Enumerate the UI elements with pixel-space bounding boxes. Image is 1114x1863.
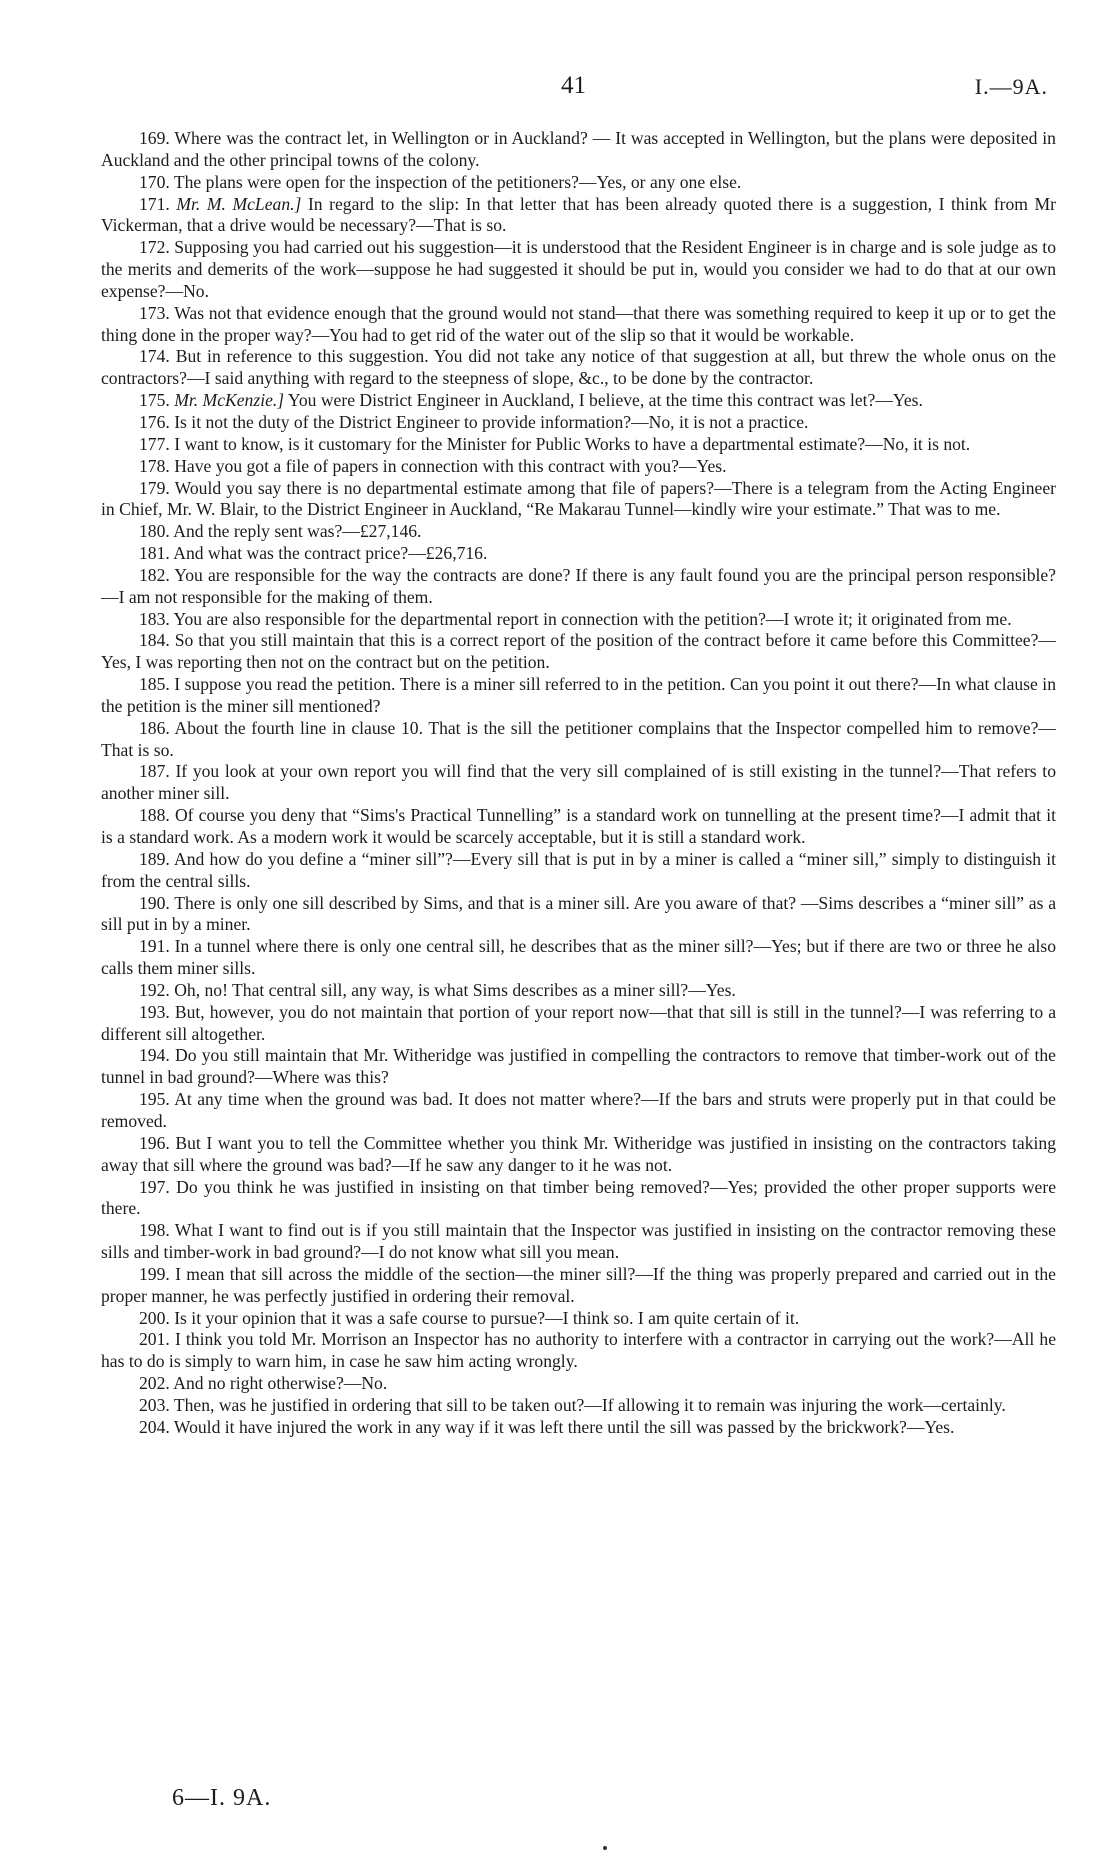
question-number: 204. xyxy=(139,1416,170,1437)
question-text: Then, was he justified in ordering that sill to be taken out?—If allowing it to remain was injuring the work—certainly. xyxy=(173,1394,1006,1415)
question-text: And no right otherwise?—No. xyxy=(173,1373,388,1394)
question-text: Would you say there is no departmental estimate among that file of papers?—There is a telegram from the Acting Engineer in Chief, Mr. W. Blair, to the District Engineer in Auckland, “Re Makarau Tunnel—kindly wire your estimate.” That was to me. xyxy=(101,477,1056,520)
question-text: I want to know, is it customary for the Minister for Public Works to have a departmental estimate?—No, it is not. xyxy=(174,433,971,454)
question-number: 182. xyxy=(139,564,170,585)
question-number: 175. xyxy=(139,390,170,411)
question-text: Do you still maintain that Mr. Witheridge was justified in compelling the contractors to remove that timber-work out of the tunnel in bad ground?—Where was this? xyxy=(101,1045,1056,1088)
question-paragraph xyxy=(101,1308,1056,1330)
question-text: At any time when the ground was bad. It does not matter where?—If the bars and struts were properly put in that could be removed. xyxy=(101,1089,1056,1131)
question-paragraph xyxy=(101,390,1056,412)
question-paragraph xyxy=(101,194,1056,238)
paper-reference: I.—9A. xyxy=(974,74,1048,99)
question-paragraph xyxy=(101,1264,1056,1308)
question-number: 202. xyxy=(139,1373,170,1394)
question-number: 185. xyxy=(139,674,170,695)
question-paragraph xyxy=(101,1002,1056,1046)
question-paragraph xyxy=(101,805,1056,849)
question-number: 170. xyxy=(139,171,170,192)
printer-signature: 6—I. 9A. xyxy=(172,1785,272,1811)
question-text: In a tunnel where there is only one central sill, he describes that as the miner sill?—Yes; but if there are two or three he also calls them miner sills. xyxy=(101,936,1056,979)
question-paragraph xyxy=(101,172,1056,194)
question-paragraph xyxy=(101,478,1056,522)
question-number: 186. xyxy=(139,717,170,738)
question-text: You are responsible for the way the contracts are done? If there is any fault found you are the principal person responsible?—I am not responsible for the making of them. xyxy=(101,564,1056,607)
question-number: 173. xyxy=(139,302,170,323)
question-text: I mean that sill across the middle of the section—the miner sill?—If the thing was properly prepared and carried out in the proper manner, he was perfectly justified in ordering their removal. xyxy=(101,1263,1056,1306)
question-paragraph xyxy=(101,1373,1056,1395)
question-text: So that you still maintain that this is a correct report of the position of the contract before it came before this Committee?—Yes, I was reporting then not on the contract but on the petition. xyxy=(101,630,1057,673)
question-paragraph xyxy=(101,456,1056,478)
question-number: 178. xyxy=(139,455,170,476)
question-paragraph xyxy=(101,543,1056,565)
question-paragraph xyxy=(101,630,1056,674)
question-paragraph xyxy=(101,936,1056,980)
question-text: I think you told Mr. Morrison an Inspector has no authority to interfere with a contractor in carrying out the work?—All he has to do is simply to warn him, in case he saw him acting wrongly. xyxy=(101,1329,1056,1372)
question-paragraph xyxy=(101,1089,1056,1133)
question-text: But, however, you do not maintain that portion of your report now—that that sill is still in the tunnel?—I was referring to a different sill altogether. xyxy=(101,1001,1057,1044)
question-number: 192. xyxy=(139,979,170,1000)
question-text: Do you think he was justified in insisting on that timber being removed?—Yes; provided the other proper supports were there. xyxy=(101,1176,1057,1219)
question-text: But I want you to tell the Committee whether you think Mr. Witheridge was justified in insisting on the contractors taking away that sill where the ground was bad?—If he saw any danger to it he was not. xyxy=(101,1132,1056,1175)
question-text: Oh, no! That central sill, any way, is what Sims describes as a miner sill?—Yes. xyxy=(174,979,736,1000)
question-number: 176. xyxy=(139,411,170,432)
question-paragraph xyxy=(101,434,1056,456)
question-paragraph xyxy=(101,237,1056,303)
question-text: What I want to find out is if you still maintain that the Inspector was justified in insisting on the contractor removing these sills and timber-work in bad ground?—I do not know what sill you mean. xyxy=(101,1220,1056,1263)
speaker-name: Mr. M. McLean.] xyxy=(176,193,302,214)
question-paragraph xyxy=(101,1329,1056,1373)
question-number: 187. xyxy=(139,761,170,782)
question-text: Is it your opinion that it was a safe course to pursue?—I think so. I am quite certain of it. xyxy=(174,1307,800,1328)
question-paragraph xyxy=(101,1177,1056,1221)
question-text: I suppose you read the petition. There is a miner sill referred to in the petition. Can you point it out there?—In what clause in the petition is the miner sill mentioned? xyxy=(101,674,1056,716)
question-text: Would it have injured the work in any way if it was left there until the sill was passed by the brickwork?—Yes. xyxy=(173,1416,955,1437)
question-paragraph xyxy=(101,128,1056,172)
question-number: 189. xyxy=(139,848,170,869)
question-paragraph xyxy=(101,303,1056,347)
question-text: Supposing you had carried out his suggestion—it is understood that the Resident Engineer is in charge and is sole judge as to the merits and demerits of the work—suppose he had suggested it should be put in, would you consider we had to do that at our own expense?—No. xyxy=(101,237,1056,301)
question-number: 180. xyxy=(139,521,170,542)
question-number: 193. xyxy=(139,1001,170,1022)
question-paragraph xyxy=(101,1045,1056,1089)
question-number: 198. xyxy=(139,1220,170,1241)
evidence-text xyxy=(101,128,1056,1439)
question-paragraph xyxy=(101,1395,1056,1417)
question-text: About the fourth line in clause 10. That is the sill the petitioner complains that the Inspector compelled him to remove?—That is so. xyxy=(101,717,1056,760)
question-number: 184. xyxy=(139,630,170,651)
question-number: 171. xyxy=(139,193,170,214)
question-number: 196. xyxy=(139,1132,170,1153)
question-number: 203. xyxy=(139,1394,170,1415)
question-number: 195. xyxy=(139,1089,170,1110)
question-number: 183. xyxy=(139,608,170,629)
page-header xyxy=(0,72,1114,106)
question-paragraph xyxy=(101,412,1056,434)
question-text: Was not that evidence enough that the ground would not stand—that there was something required to keep it up or to get the thing done in the proper way?—You had to get rid of the water out of the slip so that it would be workable. xyxy=(101,302,1056,345)
question-number: 201. xyxy=(139,1329,170,1350)
question-paragraph xyxy=(101,1133,1056,1177)
question-paragraph xyxy=(101,1220,1056,1264)
question-number: 174. xyxy=(139,346,170,367)
question-paragraph xyxy=(101,718,1056,762)
question-text: But in reference to this suggestion. You did not take any notice of that suggestion at all, but threw the whole onus on the contractors?—I said anything with regard to the steepness of slope, &c., to be done by the contractor. xyxy=(101,346,1056,389)
question-text: Have you got a file of papers in connection with this contract with you?—Yes. xyxy=(174,455,727,476)
question-text: You were District Engineer in Auckland, I believe, at the time this contract was let?—Yes. xyxy=(287,390,923,411)
question-paragraph xyxy=(101,761,1056,805)
question-number: 188. xyxy=(139,805,170,826)
question-number: 200. xyxy=(139,1307,170,1328)
question-number: 179. xyxy=(139,477,170,498)
question-text: And what was the contract price?—£26,716. xyxy=(173,543,488,564)
question-text: If you look at your own report you will find that the very sill complained of is still existing in the tunnel?—That refers to another miner sill. xyxy=(101,761,1056,804)
question-paragraph xyxy=(101,674,1056,718)
question-number: 169. xyxy=(139,128,170,148)
question-text: Of course you deny that “Sims's Practical Tunnelling” is a standard work on tunnelling at the present time?—I admit that it is a standard work. As a modern work it would be scarcely acceptable, but it is still a standard work. xyxy=(101,805,1056,847)
question-number: 181. xyxy=(139,543,170,564)
question-number: 194. xyxy=(139,1045,170,1066)
question-number: 199. xyxy=(139,1263,170,1284)
question-text: And the reply sent was?—£27,146. xyxy=(173,521,422,542)
speaker-name: Mr. McKenzie.] xyxy=(174,390,285,411)
question-number: 190. xyxy=(139,892,170,913)
question-text: In regard to the slip: In that letter that has been already quoted there is a suggestion, I think from Mr Vickerman, that a drive would be necessary?—That is so. xyxy=(101,193,1057,236)
page-number: 41 xyxy=(561,72,586,99)
question-paragraph xyxy=(101,565,1056,609)
question-text: There is only one sill described by Sims, and that is a miner sill. Are you aware of that? —Sims describes a “miner sill” as a sill put in by a miner. xyxy=(101,892,1056,935)
question-text: You are also responsible for the departmental report in connection with the petition?—I wrote it; it originated from me. xyxy=(173,608,1012,629)
question-text: Where was the contract let, in Wellington or in Auckland? — It was accepted in Wellington, but the plans were deposited in Auckland and the other principal towns of the colony. xyxy=(101,128,1056,170)
question-number: 197. xyxy=(139,1176,170,1197)
question-paragraph xyxy=(101,346,1056,390)
question-number: 177. xyxy=(139,433,170,454)
question-number: 191. xyxy=(139,936,170,957)
question-paragraph xyxy=(101,893,1056,937)
question-paragraph xyxy=(101,1417,1056,1439)
question-paragraph xyxy=(101,980,1056,1002)
question-text: And how do you define a “miner sill”?—Every sill that is put in by a miner is called a “miner sill,” simply to distinguish it from the central sills. xyxy=(101,848,1056,891)
question-paragraph xyxy=(101,849,1056,893)
question-paragraph xyxy=(101,609,1056,631)
question-text: The plans were open for the inspection of the petitioners?—Yes, or any one else. xyxy=(173,171,742,192)
question-paragraph xyxy=(101,521,1056,543)
page-mark xyxy=(603,1846,607,1850)
question-number: 172. xyxy=(139,237,170,258)
question-text: Is it not the duty of the District Engineer to provide information?—No, it is not a practice. xyxy=(174,411,809,432)
